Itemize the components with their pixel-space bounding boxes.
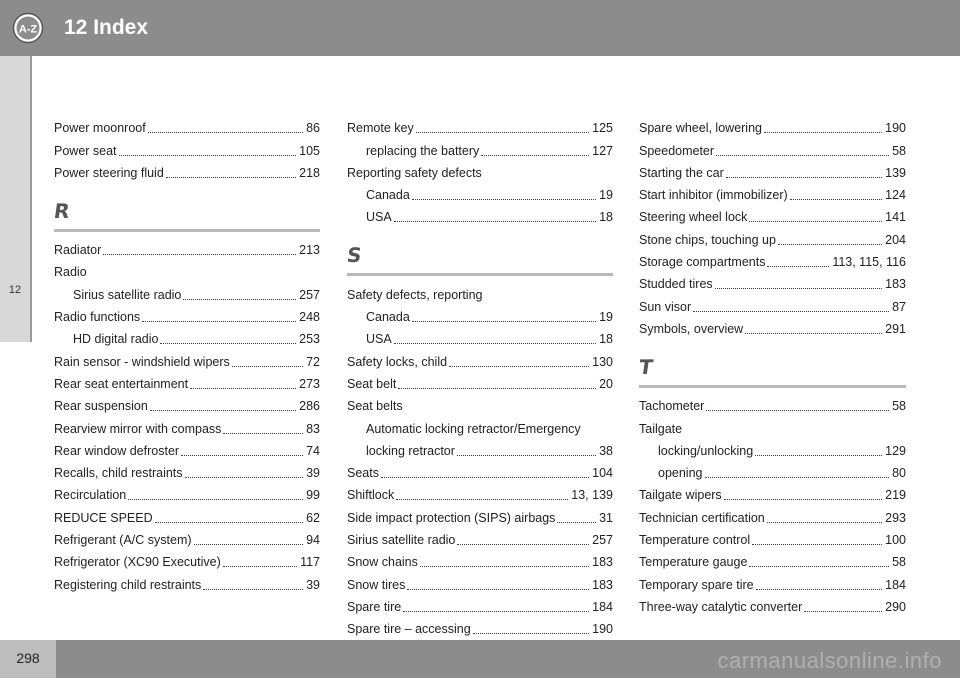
dot-leader — [412, 198, 596, 200]
entry-text: Canada — [366, 188, 410, 203]
dot-leader — [449, 365, 589, 367]
index-entry[interactable] — [54, 303, 320, 325]
entry-text: Tachometer — [639, 399, 705, 414]
entry-text: Side impact protection (SIPS) airbags — [347, 510, 556, 525]
entry-text: Storage compartments — [639, 255, 766, 270]
entry-page: 127 — [592, 143, 613, 158]
a-z-index-icon — [12, 12, 44, 44]
dot-leader — [148, 131, 303, 133]
index-entry[interactable] — [639, 292, 906, 314]
column-top-list — [347, 114, 613, 225]
section-letter: S — [345, 243, 364, 268]
entry-page: 13, 139 — [571, 488, 613, 503]
dot-leader — [407, 588, 589, 590]
index-entry[interactable] — [54, 570, 320, 592]
index-entry[interactable] — [639, 270, 906, 292]
entry-page: 218 — [299, 165, 320, 180]
dot-leader — [416, 131, 589, 133]
entry-text: Three-way catalytic converter — [639, 599, 803, 614]
entry-page: 184 — [885, 577, 906, 592]
entry-page: 286 — [299, 399, 320, 414]
dot-leader — [457, 543, 589, 545]
index-entry[interactable] — [347, 593, 613, 615]
index-entry[interactable] — [347, 526, 613, 548]
entry-page: 80 — [892, 466, 906, 481]
entry-text: Tailgate — [639, 421, 683, 436]
dot-leader — [394, 220, 596, 222]
entry-page: 18 — [599, 332, 613, 347]
entry-page: 130 — [592, 354, 613, 369]
dot-leader — [724, 498, 882, 500]
entry-page: 257 — [592, 533, 613, 548]
index-entry[interactable] — [639, 181, 906, 203]
page-number: 298 — [16, 650, 40, 666]
entry-text: Rain sensor - windshield wipers — [54, 354, 230, 369]
dot-leader — [223, 432, 303, 434]
chapter-number: 12 — [8, 284, 22, 296]
entry-text: Sirius satellite radio — [73, 287, 182, 302]
index-entry[interactable] — [639, 459, 906, 481]
index-entry[interactable] — [347, 325, 613, 347]
entry-text: Registering child restraints — [54, 577, 202, 592]
dot-leader — [203, 588, 303, 590]
dot-leader — [396, 498, 568, 500]
index-entry[interactable] — [639, 159, 906, 181]
index-entry[interactable] — [639, 248, 906, 270]
entry-page: 190 — [885, 121, 906, 136]
dot-leader — [778, 243, 882, 245]
dot-leader — [103, 253, 296, 255]
dot-leader — [166, 176, 296, 178]
index-entry[interactable] — [347, 437, 613, 459]
dot-leader — [790, 198, 882, 200]
index-entry[interactable] — [347, 280, 613, 302]
index-column-1 — [54, 114, 320, 593]
entry-text: Radio functions — [54, 310, 141, 325]
index-entry[interactable] — [347, 481, 613, 503]
entry-text: Seat belt — [347, 376, 397, 391]
entry-page: 248 — [299, 310, 320, 325]
entry-text: Safety locks, child — [347, 354, 448, 369]
entry-page: 72 — [306, 354, 320, 369]
index-entry[interactable] — [54, 414, 320, 436]
page-number-box — [0, 640, 56, 678]
index-entry[interactable] — [54, 347, 320, 369]
dot-leader — [155, 521, 303, 523]
entry-page: 86 — [306, 121, 320, 136]
entry-text: locking/unlocking — [658, 443, 754, 458]
section-divider — [639, 385, 906, 388]
letter-heading-block — [347, 243, 613, 276]
dot-leader — [481, 154, 589, 156]
entry-text: Power moonroof — [54, 121, 146, 136]
index-column-3 — [639, 114, 906, 615]
section-letter: R — [52, 198, 72, 223]
index-entry[interactable] — [347, 503, 613, 525]
entry-page: 19 — [599, 310, 613, 325]
entry-page: 19 — [599, 188, 613, 203]
index-entry[interactable] — [54, 236, 320, 258]
entry-text: Spare tire – accessing — [347, 622, 471, 637]
column-entries — [639, 392, 906, 615]
entry-text: Sun visor — [639, 299, 692, 314]
index-entry[interactable] — [639, 225, 906, 247]
index-entry[interactable] — [54, 258, 320, 280]
entry-text: Temperature control — [639, 533, 751, 548]
dot-leader — [128, 498, 303, 500]
index-entry[interactable] — [54, 548, 320, 570]
dot-leader — [150, 409, 296, 411]
index-entry[interactable] — [347, 136, 613, 158]
entry-text: Rear suspension — [54, 399, 148, 414]
entry-text: Rear window defroster — [54, 443, 180, 458]
index-entry[interactable] — [54, 136, 320, 158]
entry-text: Refrigerator (XC90 Executive) — [54, 555, 221, 570]
entry-page: 38 — [599, 443, 613, 458]
entry-page: 129 — [885, 443, 906, 458]
dot-leader — [183, 298, 296, 300]
entry-text: Steering wheel lock — [639, 210, 748, 225]
entry-page: 99 — [306, 488, 320, 503]
index-entry[interactable] — [639, 414, 906, 436]
index-entry[interactable] — [347, 548, 613, 570]
index-entry[interactable] — [639, 315, 906, 337]
entry-page: 74 — [306, 443, 320, 458]
entry-text: Technician certification — [639, 510, 765, 525]
dot-leader — [232, 365, 303, 367]
dot-leader — [706, 409, 889, 411]
entry-page: 139 — [885, 165, 906, 180]
watermark: carmanualsonline.info — [717, 648, 942, 673]
entry-text: Snow tires — [347, 577, 406, 592]
dot-leader — [142, 320, 296, 322]
entry-text: REDUCE SPEED — [54, 510, 153, 525]
entry-page: 183 — [592, 577, 613, 592]
index-entry[interactable] — [54, 114, 320, 136]
dot-leader — [756, 588, 883, 590]
column-top-list — [639, 114, 906, 337]
index-entry[interactable] — [54, 459, 320, 481]
dot-leader — [804, 610, 882, 612]
entry-text: Temporary spare tire — [639, 577, 754, 592]
dot-leader — [767, 521, 882, 523]
entry-page: 293 — [885, 510, 906, 525]
entry-page: 141 — [885, 210, 906, 225]
index-entry[interactable] — [54, 437, 320, 459]
entry-page: 290 — [885, 599, 906, 614]
dot-leader — [749, 565, 889, 567]
dot-leader — [473, 632, 589, 634]
entry-page: 20 — [599, 376, 613, 391]
entry-page: 219 — [885, 488, 906, 503]
entry-page: 124 — [885, 188, 906, 203]
entry-page: 117 — [300, 555, 320, 570]
dot-leader — [403, 610, 589, 612]
entry-page: 62 — [306, 510, 320, 525]
dot-leader — [119, 154, 297, 156]
entry-text: Radiator — [54, 243, 102, 258]
a-z-icon-text: A-Z — [18, 23, 38, 36]
dot-leader — [398, 387, 596, 389]
column-entries — [347, 280, 613, 637]
entry-text: Power seat — [54, 143, 117, 158]
dot-leader — [181, 454, 303, 456]
entry-text: Seats — [347, 466, 379, 481]
index-entry[interactable] — [54, 526, 320, 548]
index-entry[interactable] — [639, 203, 906, 225]
index-entry[interactable] — [54, 280, 320, 302]
index-entry[interactable] — [639, 526, 906, 548]
entry-text: Start inhibitor (immobilizer) — [639, 188, 788, 203]
entry-text: Sirius satellite radio — [347, 533, 456, 548]
entry-page: 58 — [892, 555, 906, 570]
entry-text: locking retractor — [366, 443, 455, 458]
entry-text: Rear seat entertainment — [54, 376, 189, 391]
entry-page: 273 — [299, 376, 320, 391]
index-entry[interactable] — [639, 593, 906, 615]
column-top-list — [54, 114, 320, 181]
section-divider — [54, 229, 320, 232]
index-entry[interactable] — [347, 114, 613, 136]
dot-leader — [715, 287, 882, 289]
dot-leader — [764, 131, 882, 133]
dot-leader — [160, 342, 296, 344]
entry-page: 213 — [299, 243, 320, 258]
entry-text: Snow chains — [347, 555, 418, 570]
index-entry[interactable] — [54, 325, 320, 347]
entry-text: Symbols, overview — [639, 321, 744, 336]
dot-leader — [194, 543, 304, 545]
entry-page: 39 — [306, 466, 320, 481]
index-entry[interactable] — [347, 303, 613, 325]
dot-leader — [726, 176, 882, 178]
dot-leader — [752, 543, 882, 545]
dot-leader — [745, 332, 882, 334]
section-letter: T — [637, 354, 655, 379]
entry-text: replacing the battery — [366, 143, 480, 158]
entry-page: 18 — [599, 210, 613, 225]
chapter-tab — [0, 56, 32, 342]
entry-text: Refrigerant (A/C system) — [54, 533, 192, 548]
dot-leader — [223, 565, 297, 567]
dot-leader — [749, 220, 882, 222]
dot-leader — [394, 342, 596, 344]
entry-text: Rearview mirror with compass — [54, 421, 222, 436]
entry-text: Safety defects, reporting — [347, 287, 483, 302]
dot-leader — [381, 476, 589, 478]
index-entry[interactable] — [347, 181, 613, 203]
index-entry[interactable] — [347, 615, 613, 637]
entry-page: 125 — [592, 121, 613, 136]
entry-page: 204 — [885, 232, 906, 247]
index-entry[interactable] — [639, 114, 906, 136]
index-entry[interactable] — [639, 570, 906, 592]
entry-page: 183 — [592, 555, 613, 570]
entry-text: Stone chips, touching up — [639, 232, 776, 247]
section-divider — [347, 273, 613, 276]
entry-text: Recalls, child restraints — [54, 466, 183, 481]
page-header — [0, 0, 960, 56]
entry-page: 184 — [592, 599, 613, 614]
index-entry[interactable] — [347, 203, 613, 225]
index-entry[interactable] — [54, 392, 320, 414]
entry-text: Seat belts — [347, 399, 403, 414]
dot-leader — [693, 310, 889, 312]
entry-page: 291 — [885, 321, 906, 336]
dot-leader — [767, 265, 829, 267]
dot-leader — [457, 454, 596, 456]
dot-leader — [412, 320, 596, 322]
dot-leader — [755, 454, 882, 456]
index-entry[interactable] — [639, 481, 906, 503]
entry-text: Speedometer — [639, 143, 715, 158]
entry-text: Spare wheel, lowering — [639, 121, 762, 136]
entry-text: Reporting safety defects — [347, 165, 482, 180]
entry-text: Radio — [54, 265, 87, 280]
index-entry[interactable] — [639, 437, 906, 459]
entry-page: 104 — [592, 466, 613, 481]
entry-text: Automatic locking retractor/Emergency — [366, 421, 581, 436]
entry-page: 253 — [299, 332, 320, 347]
index-entry[interactable] — [347, 159, 613, 181]
index-entry[interactable] — [347, 370, 613, 392]
dot-leader — [716, 154, 889, 156]
entry-page: 113, 115, 116 — [832, 255, 906, 270]
index-column-2 — [347, 114, 613, 637]
index-entry[interactable] — [347, 414, 613, 436]
entry-text: Canada — [366, 310, 410, 325]
entry-text: Spare tire — [347, 599, 402, 614]
index-entry[interactable] — [54, 481, 320, 503]
page-footer — [0, 640, 960, 678]
column-entries — [54, 236, 320, 593]
index-entry[interactable] — [639, 392, 906, 414]
entry-page: 105 — [299, 143, 320, 158]
entry-text: Shiftlock — [347, 488, 395, 503]
dot-leader — [557, 521, 596, 523]
index-entry[interactable] — [639, 136, 906, 158]
entry-page: 257 — [299, 287, 320, 302]
entry-text: Starting the car — [639, 165, 724, 180]
entry-page: 183 — [885, 277, 906, 292]
entry-page: 58 — [892, 143, 906, 158]
dot-leader — [420, 565, 589, 567]
dot-leader — [185, 476, 304, 478]
entry-page: 31 — [599, 510, 613, 525]
index-entry[interactable] — [639, 548, 906, 570]
entry-text: Recirculation — [54, 488, 127, 503]
entry-page: 58 — [892, 399, 906, 414]
entry-page: 39 — [306, 577, 320, 592]
entry-page: 87 — [892, 299, 906, 314]
entry-page: 100 — [885, 533, 906, 548]
entry-text: opening — [658, 466, 703, 481]
index-entry[interactable] — [347, 347, 613, 369]
letter-heading-block — [54, 199, 320, 232]
index-entry[interactable] — [347, 459, 613, 481]
dot-leader — [705, 476, 890, 478]
entry-text: HD digital radio — [73, 332, 159, 347]
index-entry[interactable] — [347, 570, 613, 592]
index-entry[interactable] — [639, 503, 906, 525]
page-title: 12 Index — [64, 16, 149, 39]
entry-page: 94 — [306, 533, 320, 548]
entry-text: Studded tires — [639, 277, 713, 292]
dot-leader — [190, 387, 296, 389]
entry-page: 83 — [306, 421, 320, 436]
index-entry[interactable] — [347, 392, 613, 414]
letter-heading-block — [639, 355, 906, 388]
index-entry[interactable] — [54, 503, 320, 525]
entry-page: 190 — [592, 622, 613, 637]
entry-text: Tailgate wipers — [639, 488, 722, 503]
entry-text: USA — [366, 210, 392, 225]
entry-text: Remote key — [347, 121, 414, 136]
index-entry[interactable] — [54, 159, 320, 181]
entry-text: USA — [366, 332, 392, 347]
entry-text: Power steering fluid — [54, 165, 164, 180]
index-entry[interactable] — [54, 370, 320, 392]
entry-text: Temperature gauge — [639, 555, 748, 570]
